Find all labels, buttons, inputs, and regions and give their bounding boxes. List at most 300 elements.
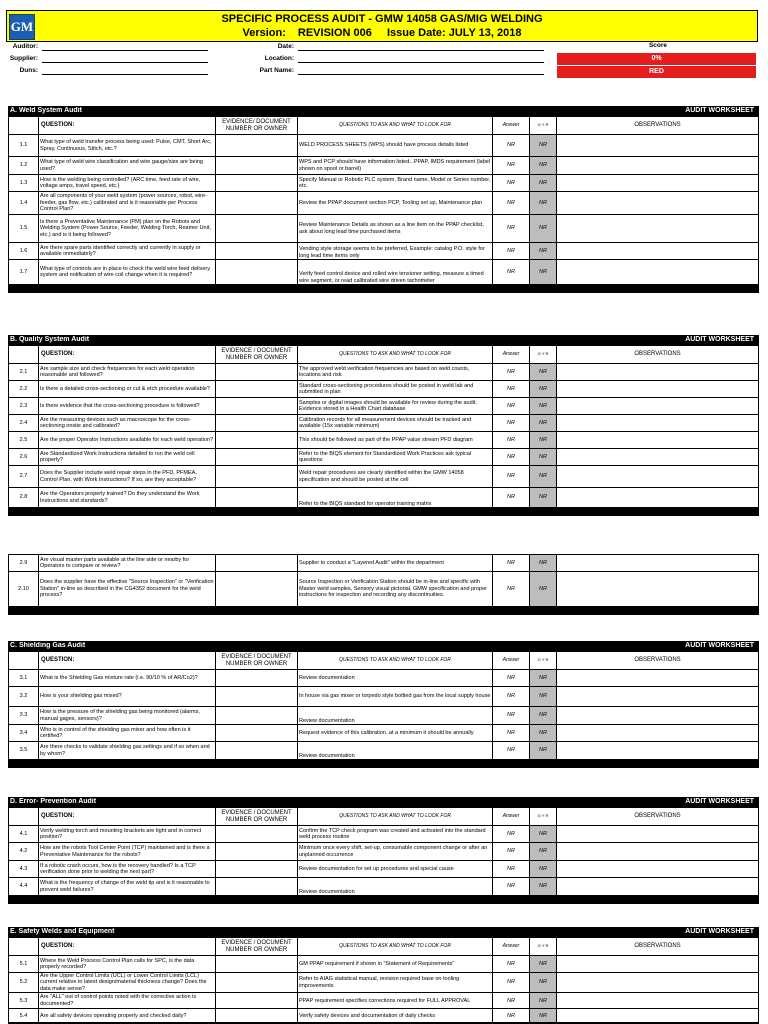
gyr-rating-cell[interactable]: NR bbox=[530, 215, 557, 243]
ask-guidance: The approved weld verification frequencies are based on weld counts, locations and risk bbox=[298, 364, 493, 381]
evidence-cell[interactable] bbox=[216, 687, 298, 707]
question-number: 3.3 bbox=[9, 707, 39, 725]
end-bar bbox=[9, 285, 759, 293]
observations-cell[interactable] bbox=[557, 415, 759, 432]
ask-guidance: Review the PPAP document section PCP, Tooling set up, Maintenance plan bbox=[298, 192, 493, 215]
ask-guidance: Weld repair procedures are clearly identified within the GMW 14058 specification and should be posted at the cell bbox=[298, 466, 493, 488]
evidence-cell[interactable] bbox=[216, 826, 298, 843]
observations-cell[interactable] bbox=[557, 398, 759, 415]
answer-cell[interactable]: NR bbox=[493, 956, 530, 973]
ask-header: QUESTIONS TO ASK AND WHAT TO LOOK FOR bbox=[298, 117, 493, 135]
ask-header: QUESTIONS TO ASK AND WHAT TO LOOK FOR bbox=[298, 938, 493, 956]
observations-cell[interactable] bbox=[557, 488, 759, 508]
question-text: Are the Operators properly trained? Do they understand the Work Instructions and standards? bbox=[39, 488, 216, 508]
answer-cell[interactable]: NR bbox=[493, 687, 530, 707]
ask-guidance: Review documentation for set up procedures and special cause bbox=[298, 861, 493, 878]
gyr-rating-cell[interactable]: NR bbox=[530, 687, 557, 707]
audit-table bbox=[8, 335, 759, 516]
observations-cell[interactable] bbox=[557, 742, 759, 760]
answer-cell[interactable]: NR bbox=[493, 707, 530, 725]
part-name-label: Part Name: bbox=[259, 67, 294, 74]
question-number: 2.4 bbox=[9, 415, 39, 432]
observations-cell[interactable] bbox=[557, 192, 759, 215]
column-header-row bbox=[9, 346, 759, 364]
section-title: E. Safety Welds and Equipment bbox=[9, 928, 493, 938]
version-value: REVISION 006 bbox=[297, 27, 372, 39]
table-row bbox=[9, 572, 759, 607]
audit-table bbox=[8, 106, 759, 293]
table-row bbox=[9, 215, 759, 243]
question-number: 2.1 bbox=[9, 364, 39, 381]
question-text: Does the supplier have the effective "Source Inspection" or "Verification Station" in-line as described in the CG4352 document for the weld process? bbox=[39, 572, 216, 607]
evidence-cell[interactable] bbox=[216, 742, 298, 760]
section-end-bar bbox=[9, 760, 759, 768]
answer-cell[interactable]: NR bbox=[493, 555, 530, 572]
question-text: What type of controls are in place to check the weld wire feed delivery system and notification of wire coil change when it is required? bbox=[39, 260, 216, 285]
answer-cell[interactable]: NR bbox=[493, 742, 530, 760]
table-row bbox=[9, 135, 759, 157]
observations-cell[interactable] bbox=[557, 432, 759, 449]
question-number: 3.2 bbox=[9, 687, 39, 707]
observations-cell[interactable] bbox=[557, 687, 759, 707]
question-header: QUESTION: bbox=[39, 938, 216, 956]
ask-guidance: Confirm the TCP check program was created and activated into the standard weld process routine bbox=[298, 826, 493, 843]
gyr-rating-cell[interactable]: NR bbox=[530, 555, 557, 572]
section-end-bar bbox=[9, 896, 759, 904]
evidence-cell[interactable] bbox=[216, 555, 298, 572]
answer-cell[interactable]: NR bbox=[493, 449, 530, 466]
evidence-header: EVIDENCE / DOCUMENT NUMBER OR OWNER bbox=[216, 346, 298, 364]
evidence-cell[interactable] bbox=[216, 157, 298, 175]
ask-guidance: WELD PROCESS SHEETS (WPS) should have process details listed bbox=[298, 135, 493, 157]
answer-cell[interactable]: NR bbox=[493, 973, 530, 993]
question-text: Are the measuring devices such as macroscope for the cross-sectioning onsite and calibrated? bbox=[39, 415, 216, 432]
question-text: What type of weld transfer process being used: Pulse, CMT, Short Arc, Spray, Continuous, Stitch, etc.? bbox=[39, 135, 216, 157]
gyr-rating-cell[interactable]: NR bbox=[530, 670, 557, 687]
section-title: A. Weld System Audit bbox=[9, 107, 493, 117]
question-number: 1.6 bbox=[9, 243, 39, 260]
question-text: How are the robots Tool Center Point (TCP) maintained and is there a Preventative Maintenance for the robots? bbox=[39, 843, 216, 861]
evidence-cell[interactable] bbox=[216, 260, 298, 285]
audit-table bbox=[8, 554, 759, 615]
ask-guidance: Review documentation bbox=[298, 707, 493, 725]
question-text: Are sample size and check frequencies for each weld operation reasonable and followed? bbox=[39, 364, 216, 381]
observations-cell[interactable] bbox=[557, 175, 759, 192]
evidence-cell[interactable] bbox=[216, 973, 298, 993]
supplier-field[interactable] bbox=[42, 54, 208, 63]
section-end-bar bbox=[9, 607, 759, 615]
answer-cell[interactable]: NR bbox=[493, 175, 530, 192]
evidence-header: EVIDENCE / DOCUMENT NUMBER OR OWNER bbox=[216, 652, 298, 670]
table-row bbox=[9, 192, 759, 215]
title-bar-filler bbox=[493, 336, 557, 346]
question-text: How is the welding being controlled? (ARC time, feed rate of wire, voltage amps, travel speed, etc.) bbox=[39, 175, 216, 192]
answer-cell[interactable]: NR bbox=[493, 993, 530, 1009]
section-title-bar bbox=[9, 336, 759, 346]
supplier-label: Supplier: bbox=[9, 55, 38, 62]
answer-cell[interactable]: NR bbox=[493, 878, 530, 896]
evidence-cell[interactable] bbox=[216, 381, 298, 398]
ask-guidance: Review documentation bbox=[298, 878, 493, 896]
evidence-cell[interactable] bbox=[216, 725, 298, 742]
date-field[interactable] bbox=[298, 42, 544, 51]
answer-cell[interactable]: NR bbox=[493, 215, 530, 243]
gyr-header: G Y R bbox=[530, 652, 557, 670]
answer-cell[interactable]: NR bbox=[493, 843, 530, 861]
question-text: Are "ALL" out of control points noted with the corrective action is documented? bbox=[39, 993, 216, 1009]
section-end-bar bbox=[9, 285, 759, 293]
table-row bbox=[9, 826, 759, 843]
duns-label: Duns: bbox=[19, 67, 38, 74]
answer-cell[interactable]: NR bbox=[493, 415, 530, 432]
answer-cell[interactable]: NR bbox=[493, 572, 530, 607]
observations-header: OBSERVATIONS bbox=[557, 652, 759, 670]
audit-worksheet-label: AUDIT WORKSHEET bbox=[557, 336, 759, 346]
ask-guidance: Review documentation bbox=[298, 670, 493, 687]
evidence-cell[interactable] bbox=[216, 707, 298, 725]
gyr-rating-cell[interactable]: NR bbox=[530, 1009, 557, 1023]
ask-guidance: This should be followed as part of the PPAP value stream PFD diagram bbox=[298, 432, 493, 449]
observations-cell[interactable] bbox=[557, 993, 759, 1009]
evidence-cell[interactable] bbox=[216, 243, 298, 260]
section-e bbox=[8, 927, 758, 1024]
answer-cell[interactable]: NR bbox=[493, 364, 530, 381]
ask-guidance: Refer to the BIQS element for Standardized Work Practices ask typical questions bbox=[298, 449, 493, 466]
answer-cell[interactable]: NR bbox=[493, 826, 530, 843]
section-title-bar bbox=[9, 928, 759, 938]
gyr-rating-cell[interactable]: NR bbox=[530, 449, 557, 466]
question-text: Where the Weld Process Control Plan calls for SPC, is the data properly recorded? bbox=[39, 956, 216, 973]
gyr-rating-cell[interactable]: NR bbox=[530, 742, 557, 760]
page-title: SPECIFIC PROCESS AUDIT - GMW 14058 GAS/MIG WELDING bbox=[221, 13, 543, 25]
ask-guidance: Specify Manual or Robotic PLC system, Brand name, Model or Series number, etc. bbox=[298, 175, 493, 192]
end-bar bbox=[9, 607, 759, 615]
part-name-field[interactable] bbox=[298, 66, 544, 75]
evidence-header: EVIDENCE / DOCUMENT NUMBER OR OWNER bbox=[216, 808, 298, 826]
evidence-cell[interactable] bbox=[216, 364, 298, 381]
gyr-rating-cell[interactable]: NR bbox=[530, 432, 557, 449]
evidence-cell[interactable] bbox=[216, 449, 298, 466]
evidence-cell[interactable] bbox=[216, 398, 298, 415]
answer-cell[interactable]: NR bbox=[493, 243, 530, 260]
ask-guidance: Minimum once every shift, set-up, consumable component change or after an unplanned occurrence bbox=[298, 843, 493, 861]
title-bar-filler bbox=[493, 107, 557, 117]
audit-table bbox=[8, 797, 759, 904]
question-text: How is the pressure of the shielding gas being monitored (alarms, manual gages, sensors)? bbox=[39, 707, 216, 725]
answer-cell[interactable]: NR bbox=[493, 725, 530, 742]
evidence-cell[interactable] bbox=[216, 956, 298, 973]
table-row bbox=[9, 243, 759, 260]
ask-guidance: Refer to the BIQS standard for operator training matrix bbox=[298, 488, 493, 508]
ask-header: QUESTIONS TO ASK AND WHAT TO LOOK FOR bbox=[298, 652, 493, 670]
gyr-rating-cell[interactable]: NR bbox=[530, 725, 557, 742]
evidence-cell[interactable] bbox=[216, 670, 298, 687]
score-status: RED bbox=[557, 66, 756, 78]
gyr-rating-cell[interactable]: NR bbox=[530, 826, 557, 843]
question-text: Are visual master parts available at the line side or nearby for Operators to compare or review? bbox=[39, 555, 216, 572]
column-header-row bbox=[9, 652, 759, 670]
table-row bbox=[9, 1009, 759, 1023]
gyr-rating-cell[interactable]: NR bbox=[530, 878, 557, 896]
section-title: D. Error- Prevention Audit bbox=[9, 798, 493, 808]
gyr-rating-cell[interactable]: NR bbox=[530, 135, 557, 157]
question-text: Are Standardized Work Instructions detailed to run the weld cell properly? bbox=[39, 449, 216, 466]
question-text: Verify welding torch and mounting brackets are tight and in correct position? bbox=[39, 826, 216, 843]
observations-cell[interactable] bbox=[557, 1009, 759, 1023]
question-header: QUESTION: bbox=[39, 808, 216, 826]
gyr-rating-cell[interactable]: NR bbox=[530, 415, 557, 432]
answer-cell[interactable]: NR bbox=[493, 466, 530, 488]
answer-cell[interactable]: NR bbox=[493, 488, 530, 508]
observations-cell[interactable] bbox=[557, 157, 759, 175]
date-label: Date: bbox=[277, 43, 294, 50]
gyr-rating-cell[interactable]: NR bbox=[530, 381, 557, 398]
observations-cell[interactable] bbox=[557, 260, 759, 285]
column-header-row bbox=[9, 117, 759, 135]
gyr-rating-cell[interactable]: NR bbox=[530, 192, 557, 215]
section-title: C. Shielding Gas Audit bbox=[9, 642, 493, 652]
gyr-header: G Y R bbox=[530, 808, 557, 826]
question-number: 4.1 bbox=[9, 826, 39, 843]
gyr-rating-cell[interactable]: NR bbox=[530, 843, 557, 861]
question-text: Who is in control of the shielding gas mixer and how often is it certified? bbox=[39, 725, 216, 742]
question-number: 1.5 bbox=[9, 215, 39, 243]
question-text: What is the frequency of change of the weld tip and is it reasonable to prevent weld failures? bbox=[39, 878, 216, 896]
num-header bbox=[9, 652, 39, 670]
question-number: 2.3 bbox=[9, 398, 39, 415]
evidence-cell[interactable] bbox=[216, 488, 298, 508]
section-b bbox=[8, 335, 758, 516]
evidence-header: EVIDENCE / DOCUMENT NUMBER OR OWNER bbox=[216, 938, 298, 956]
question-number: 5.4 bbox=[9, 1009, 39, 1023]
observations-cell[interactable] bbox=[557, 878, 759, 896]
observations-cell[interactable] bbox=[557, 555, 759, 572]
question-header: QUESTION: bbox=[39, 346, 216, 364]
section-c bbox=[8, 641, 758, 768]
gyr-rating-cell[interactable]: NR bbox=[530, 572, 557, 607]
observations-cell[interactable] bbox=[557, 215, 759, 243]
observations-cell[interactable] bbox=[557, 956, 759, 973]
num-header bbox=[9, 938, 39, 956]
ask-guidance: In house via gas mixer or torpedo style bottled gas from the local supply house bbox=[298, 687, 493, 707]
observations-cell[interactable] bbox=[557, 243, 759, 260]
title-bar-filler bbox=[493, 798, 557, 808]
answer-header: Answer bbox=[493, 117, 530, 135]
gyr-rating-cell[interactable]: NR bbox=[530, 993, 557, 1009]
gyr-rating-cell[interactable]: NR bbox=[530, 973, 557, 993]
answer-cell[interactable]: NR bbox=[493, 670, 530, 687]
question-text: Does the Supplier include weld repair steps in the PFD, PFMEA, Control Plan, with Work Instructions? If so, are they acceptable? bbox=[39, 466, 216, 488]
evidence-cell[interactable] bbox=[216, 432, 298, 449]
evidence-cell[interactable] bbox=[216, 861, 298, 878]
answer-cell[interactable]: NR bbox=[493, 157, 530, 175]
answer-cell[interactable]: NR bbox=[493, 398, 530, 415]
end-bar bbox=[9, 760, 759, 768]
column-header-row bbox=[9, 938, 759, 956]
question-number: 3.4 bbox=[9, 725, 39, 742]
question-number: 4.4 bbox=[9, 878, 39, 896]
observations-cell[interactable] bbox=[557, 135, 759, 157]
evidence-cell[interactable] bbox=[216, 878, 298, 896]
ask-guidance: Verify safety devices and documentation of daily checks bbox=[298, 1009, 493, 1023]
question-number: 2.9 bbox=[9, 555, 39, 572]
gyr-rating-cell[interactable]: NR bbox=[530, 398, 557, 415]
answer-cell[interactable]: NR bbox=[493, 381, 530, 398]
answer-cell[interactable]: NR bbox=[493, 1009, 530, 1023]
question-number: 3.5 bbox=[9, 742, 39, 760]
table-row bbox=[9, 415, 759, 432]
evidence-cell[interactable] bbox=[216, 993, 298, 1009]
evidence-cell[interactable] bbox=[216, 843, 298, 861]
observations-cell[interactable] bbox=[557, 973, 759, 993]
ask-guidance: Standard cross-sectioning procedures should be posted in weld lab and submitted in plan bbox=[298, 381, 493, 398]
observations-cell[interactable] bbox=[557, 725, 759, 742]
observations-cell[interactable] bbox=[557, 381, 759, 398]
answer-cell[interactable]: NR bbox=[493, 861, 530, 878]
observations-cell[interactable] bbox=[557, 364, 759, 381]
table-row bbox=[9, 861, 759, 878]
section-title-bar bbox=[9, 642, 759, 652]
gyr-header: G Y R bbox=[530, 117, 557, 135]
ask-guidance: Verify feed control device and rolled wire tensioner setting, measure a timed wire segment, or read calibrated wire driven tachometer bbox=[298, 260, 493, 285]
section-a bbox=[8, 106, 758, 293]
ask-guidance: Review documentation bbox=[298, 742, 493, 760]
gyr-rating-cell[interactable]: NR bbox=[530, 175, 557, 192]
audit-table bbox=[8, 927, 759, 1024]
answer-header: Answer bbox=[493, 938, 530, 956]
score-value: 0% bbox=[557, 53, 756, 65]
ask-guidance: WPS and PCP should have information listed...PPAP, IMDS requirement (label shown on spool or barrel) bbox=[298, 157, 493, 175]
gyr-rating-cell[interactable]: NR bbox=[530, 243, 557, 260]
evidence-cell[interactable] bbox=[216, 572, 298, 607]
table-row bbox=[9, 742, 759, 760]
table-row bbox=[9, 398, 759, 415]
question-number: 2.5 bbox=[9, 432, 39, 449]
evidence-cell[interactable] bbox=[216, 415, 298, 432]
observations-cell[interactable] bbox=[557, 449, 759, 466]
observations-cell[interactable] bbox=[557, 843, 759, 861]
question-text: What is the Shielding Gas mixture rate (i.e. 90/10 % of AR/Co2)? bbox=[39, 670, 216, 687]
evidence-cell[interactable] bbox=[216, 466, 298, 488]
gyr-rating-cell[interactable]: NR bbox=[530, 488, 557, 508]
gyr-rating-cell[interactable]: NR bbox=[530, 956, 557, 973]
table-row bbox=[9, 956, 759, 973]
gyr-rating-cell[interactable]: NR bbox=[530, 861, 557, 878]
ask-guidance: GM PPAP requirement if shown in "Statement of Requirements" bbox=[298, 956, 493, 973]
question-number: 1.2 bbox=[9, 157, 39, 175]
issue-date: Issue Date: JULY 13, 2018 bbox=[386, 27, 522, 39]
question-number: 2.10 bbox=[9, 572, 39, 607]
observations-cell[interactable] bbox=[557, 466, 759, 488]
answer-cell[interactable]: NR bbox=[493, 260, 530, 285]
table-row bbox=[9, 466, 759, 488]
evidence-cell[interactable] bbox=[216, 1009, 298, 1023]
question-number: 2.8 bbox=[9, 488, 39, 508]
ask-guidance: Supplier to conduct a "Layered Audit" within the department bbox=[298, 555, 493, 572]
evidence-header: EVIDENCE/ DOCUMENT NUMBER OR OWNER bbox=[216, 117, 298, 135]
audit-worksheet-label: AUDIT WORKSHEET bbox=[557, 107, 759, 117]
section-title-bar bbox=[9, 107, 759, 117]
evidence-cell[interactable] bbox=[216, 135, 298, 157]
answer-cell[interactable]: NR bbox=[493, 432, 530, 449]
observations-cell[interactable] bbox=[557, 670, 759, 687]
gyr-rating-cell[interactable]: NR bbox=[530, 466, 557, 488]
score-label: Score bbox=[648, 42, 668, 49]
num-header bbox=[9, 808, 39, 826]
title-bar-filler bbox=[493, 642, 557, 652]
version-label: Version: bbox=[242, 27, 286, 39]
ask-guidance: Source Inspection or Verification Station should be in-line and specific with Master weld samples, Sensory visual pictorial, GMW specification and proper instructions for inspection and recording any discontinuities. bbox=[298, 572, 493, 607]
answer-header: Answer bbox=[493, 652, 530, 670]
end-bar bbox=[9, 896, 759, 904]
question-number: 1.4 bbox=[9, 192, 39, 215]
evidence-cell[interactable] bbox=[216, 192, 298, 215]
answer-header: Answer bbox=[493, 808, 530, 826]
question-number: 5.2 bbox=[9, 973, 39, 993]
question-text: If a robotic crash occurs, how is the recovery handled? Is a TCP verification done prior to welding the next part? bbox=[39, 861, 216, 878]
table-row bbox=[9, 707, 759, 725]
title-bar-filler bbox=[493, 928, 557, 938]
answer-cell[interactable]: NR bbox=[493, 192, 530, 215]
table-row bbox=[9, 175, 759, 192]
evidence-cell[interactable] bbox=[216, 175, 298, 192]
table-row bbox=[9, 993, 759, 1009]
question-number: 2.6 bbox=[9, 449, 39, 466]
section-title: B. Quality System Audit bbox=[9, 336, 493, 346]
table-row bbox=[9, 687, 759, 707]
answer-cell[interactable]: NR bbox=[493, 135, 530, 157]
question-text: What type of weld wire classification and wire gauge/size are being used? bbox=[39, 157, 216, 175]
auditor-field[interactable] bbox=[42, 42, 208, 51]
evidence-cell[interactable] bbox=[216, 215, 298, 243]
location-field[interactable] bbox=[298, 54, 544, 63]
gyr-rating-cell[interactable]: NR bbox=[530, 707, 557, 725]
question-text: Is there evidence that the cross-sectioning procedure is followed? bbox=[39, 398, 216, 415]
question-text: Are there spare parts identified correctly and currently in supply or available immediately? bbox=[39, 243, 216, 260]
num-header bbox=[9, 346, 39, 364]
audit-table bbox=[8, 641, 759, 768]
table-row bbox=[9, 488, 759, 508]
gyr-header: G Y R bbox=[530, 346, 557, 364]
gm-logo: GM bbox=[9, 14, 35, 40]
observations-header: OBSERVATIONS bbox=[557, 346, 759, 364]
observations-cell[interactable] bbox=[557, 826, 759, 843]
ask-header: QUESTIONS TO ASK AND WHAT TO LOOK FOR bbox=[298, 808, 493, 826]
table-row bbox=[9, 878, 759, 896]
gyr-rating-cell[interactable]: NR bbox=[530, 157, 557, 175]
table-row bbox=[9, 260, 759, 285]
ask-guidance: Review Maintenance Details as shown as a line item on the PPAP checklist, ask about long lead time purchased items bbox=[298, 215, 493, 243]
num-header bbox=[9, 117, 39, 135]
ask-guidance: PPAP requirement specifies corrections required for FULL APPROVAL bbox=[298, 993, 493, 1009]
version-line bbox=[7, 27, 757, 39]
gyr-rating-cell[interactable]: NR bbox=[530, 260, 557, 285]
end-bar bbox=[9, 508, 759, 516]
observations-cell[interactable] bbox=[557, 861, 759, 878]
section-end-bar bbox=[9, 508, 759, 516]
question-number: 3.1 bbox=[9, 670, 39, 687]
gyr-rating-cell[interactable]: NR bbox=[530, 364, 557, 381]
observations-cell[interactable] bbox=[557, 572, 759, 607]
column-header-row bbox=[9, 808, 759, 826]
table-row bbox=[9, 157, 759, 175]
question-text: Are all components of your weld system (power sources, robot, wire-feeder, gas flow, etc.) calibrated and is it reasonable per Process Control Plan? bbox=[39, 192, 216, 215]
ask-guidance: Vending style storage seems to be preferred, Example: catalog P.O. style for long lead time items only bbox=[298, 243, 493, 260]
observations-cell[interactable] bbox=[557, 707, 759, 725]
observations-header: OBSERVATIONS bbox=[557, 808, 759, 826]
question-number: 2.7 bbox=[9, 466, 39, 488]
duns-field[interactable] bbox=[42, 66, 208, 75]
